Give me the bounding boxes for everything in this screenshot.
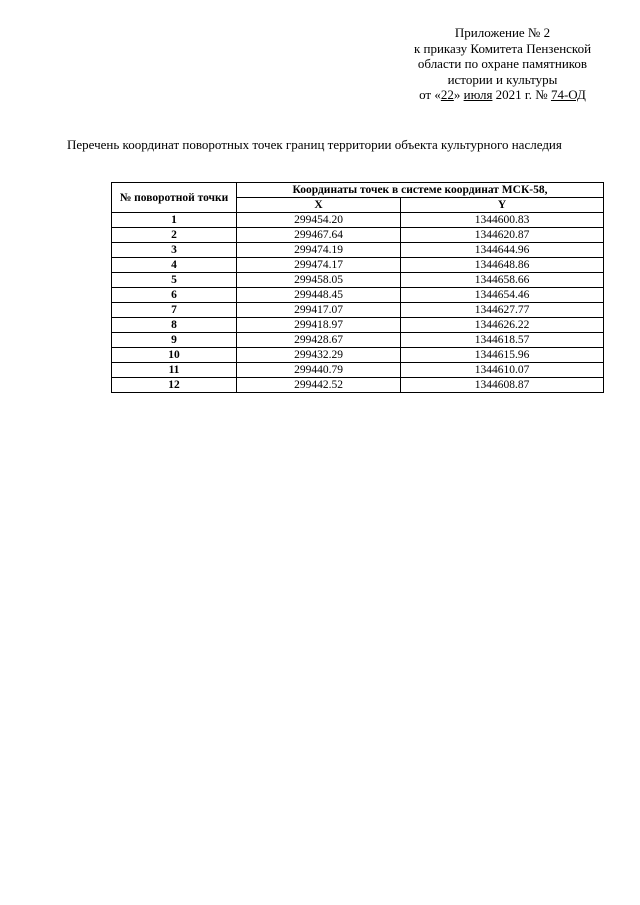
x-coordinate-cell: 299454.20 bbox=[237, 213, 401, 228]
x-coordinate-cell: 299467.64 bbox=[237, 228, 401, 243]
table-row bbox=[112, 363, 604, 378]
x-coordinate-cell: 299442.52 bbox=[237, 378, 401, 393]
y-coordinate-cell: 1344600.83 bbox=[401, 213, 604, 228]
appendix-header bbox=[395, 25, 610, 103]
x-coordinate-cell: 299458.05 bbox=[237, 273, 401, 288]
coordinates-table bbox=[111, 182, 604, 393]
y-coordinate-cell: 1344620.87 bbox=[401, 228, 604, 243]
y-coordinate-cell: 1344618.57 bbox=[401, 333, 604, 348]
table-row bbox=[112, 243, 604, 258]
table-row bbox=[112, 333, 604, 348]
y-coordinate-cell: 1344615.96 bbox=[401, 348, 604, 363]
table-row bbox=[112, 288, 604, 303]
order-reference-line-2: области по охране памятников bbox=[417, 56, 588, 71]
date-prefix: от « bbox=[419, 87, 441, 102]
x-coordinate-cell: 299474.19 bbox=[237, 243, 401, 258]
y-coordinate-cell: 1344610.07 bbox=[401, 363, 604, 378]
coordinates-header: Координаты точек в системе координат МСК-58, bbox=[237, 183, 604, 198]
order-reference-line-1: к приказу Комитета Пензенской bbox=[413, 40, 592, 56]
point-number-cell: 8 bbox=[112, 318, 237, 333]
table-row bbox=[112, 213, 604, 228]
y-coordinate-cell: 1344608.87 bbox=[401, 378, 604, 393]
order-date-number bbox=[395, 87, 610, 103]
x-coordinate-cell: 299428.67 bbox=[237, 333, 401, 348]
order-reference-line-3: истории и культуры bbox=[447, 71, 558, 87]
date-day: 22 bbox=[440, 87, 454, 102]
y-coordinate-cell: 1344644.96 bbox=[401, 243, 604, 258]
point-number-cell: 7 bbox=[112, 303, 237, 318]
table-row bbox=[112, 228, 604, 243]
date-year: 2021 г. № bbox=[492, 87, 551, 102]
document-title: Перечень координат поворотных точек границ территории объекта культурного наследия bbox=[67, 137, 562, 152]
x-coordinate-cell: 299474.17 bbox=[237, 258, 401, 273]
point-number-header: № поворотной точки bbox=[112, 183, 237, 213]
point-number-cell: 6 bbox=[112, 288, 237, 303]
table-row bbox=[112, 258, 604, 273]
x-header: X bbox=[237, 198, 401, 213]
point-number-cell: 11 bbox=[112, 363, 237, 378]
coordinates-table-body bbox=[112, 213, 604, 393]
point-number-cell: 5 bbox=[112, 273, 237, 288]
date-mid: » bbox=[453, 87, 464, 102]
order-number: 74-ОД bbox=[550, 87, 586, 102]
x-coordinate-cell: 299417.07 bbox=[237, 303, 401, 318]
point-number-cell: 10 bbox=[112, 348, 237, 363]
point-number-cell: 4 bbox=[112, 258, 237, 273]
point-number-cell: 12 bbox=[112, 378, 237, 393]
y-coordinate-cell: 1344654.46 bbox=[401, 288, 604, 303]
table-row bbox=[112, 303, 604, 318]
y-header: Y bbox=[401, 198, 604, 213]
y-coordinate-cell: 1344627.77 bbox=[401, 303, 604, 318]
table-row bbox=[112, 348, 604, 363]
table-row bbox=[112, 318, 604, 333]
x-coordinate-cell: 299418.97 bbox=[237, 318, 401, 333]
x-coordinate-cell: 299440.79 bbox=[237, 363, 401, 378]
y-coordinate-cell: 1344648.86 bbox=[401, 258, 604, 273]
y-coordinate-cell: 1344658.66 bbox=[401, 273, 604, 288]
point-number-cell: 2 bbox=[112, 228, 237, 243]
point-number-cell: 9 bbox=[112, 333, 237, 348]
point-number-cell: 3 bbox=[112, 243, 237, 258]
x-coordinate-cell: 299448.45 bbox=[237, 288, 401, 303]
date-month: июля bbox=[463, 87, 493, 102]
table-row bbox=[112, 378, 604, 393]
x-coordinate-cell: 299432.29 bbox=[237, 348, 401, 363]
appendix-number: Приложение № 2 bbox=[454, 25, 551, 40]
y-coordinate-cell: 1344626.22 bbox=[401, 318, 604, 333]
table-row bbox=[112, 273, 604, 288]
point-number-cell: 1 bbox=[112, 213, 237, 228]
